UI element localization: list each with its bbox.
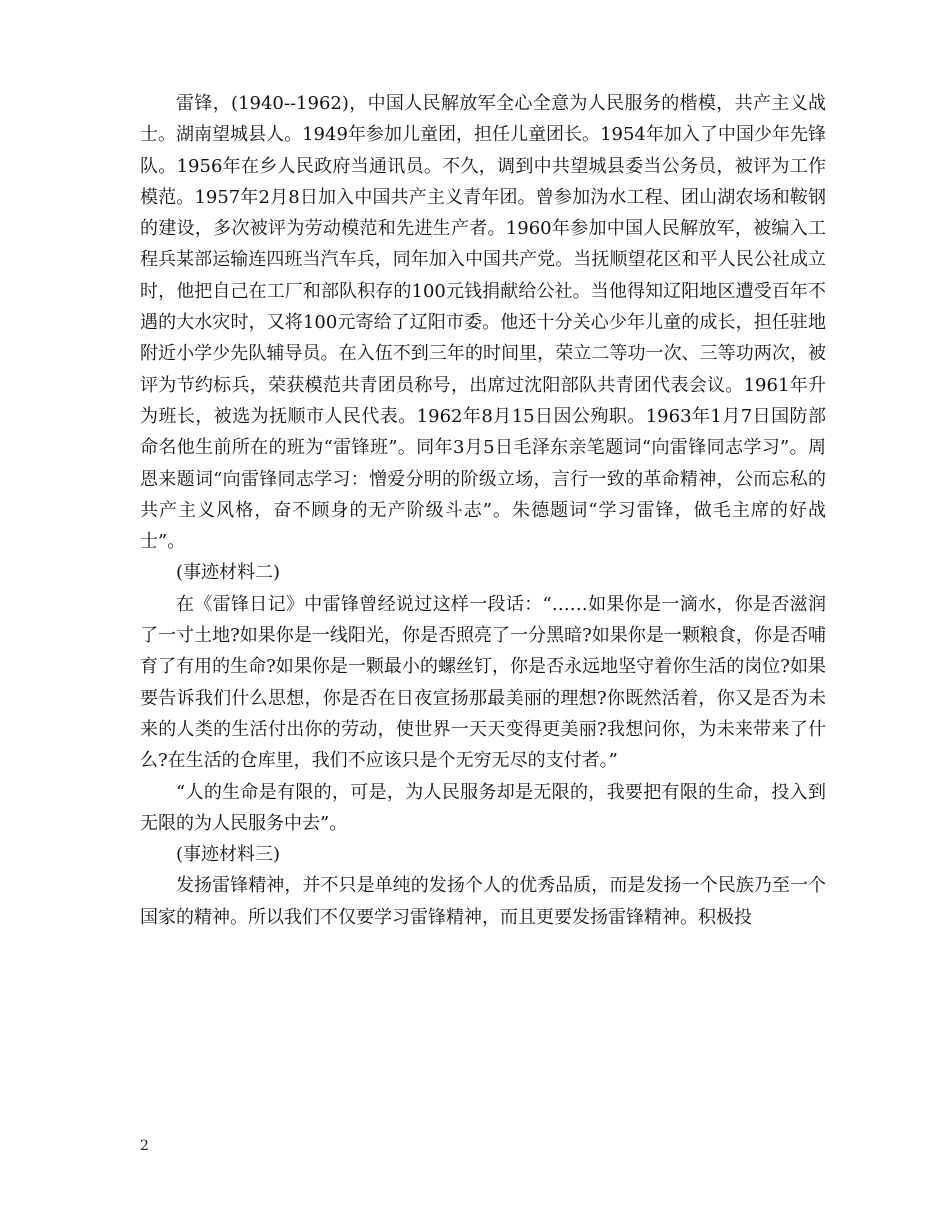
- section-heading-material-three: (事迹材料三): [176, 844, 281, 866]
- paragraph-diary-quote: 在《雷锋日记》中雷锋曾经说过这样一段话：“……如果你是一滴水，你是否滋润了一寸土地?如果你是一线阳光，你是否照亮了一分黑暗?如果你是一颗粮食，你是否哺育了有用的生命?如果你是一颗最小的螺丝钉，你是否永远地坚守着你生活的岗位?如果要告诉我们什么思想，你是否在日夜宣扬那最美丽的理想?你既然活着，你又是否为未来的人类的生活付出你的劳动，使世界一天天变得更美丽?我想问你，为未来带来了什么?在生活的仓库里，我们不应该只是个无穷无尽的支付者。”: [140, 593, 826, 772]
- document-body: [140, 88, 826, 933]
- paragraph-life-quote: “人的生命是有限的，可是，为人民服务却是无限的，我要把有限的生命，投入到无限的为人民服务中去”。: [140, 781, 826, 834]
- section-heading-material-two: (事迹材料二): [176, 562, 281, 584]
- paragraph-spirit: 发扬雷锋精神，并不只是单纯的发扬个人的优秀品质，而是发扬一个民族乃至一个国家的精神。所以我们不仅要学习雷锋精神，而且更要发扬雷锋精神。积极投: [140, 875, 826, 928]
- paragraph-biography: 雷锋，(1940--1962)，中国人民解放军全心全意为人民服务的楷模，共产主义战士。湖南望城县人。1949年参加儿童团，担任儿童团长。1954年加入了中国少年先锋队。1956年在乡人民政府当通讯员。不久，调到中共望城县委当公务员，被评为工作模范。1957年2月8日加入中国共产主义青年团。曾参加沩水工程、团山湖农场和鞍钢的建设，多次被评为劳动模范和先进生产者。1960年参加中国人民解放军，被编入工程兵某部运输连四班当汽车兵，同年加入中国共产党。当抚顺望花区和平人民公社成立时，他把自己在工厂和部队积存的100元钱捐献给公社。当他得知辽阳地区遭受百年不遇的大水灾时，又将100元寄给了辽阳市委。他还十分关心少年儿童的成长，担任驻地附近小学少先队辅导员。在入伍不到三年的时间里，荣立二等功一次、三等功两次，被评为节约标兵，荣获模范共青团员称号，出席过沈阳部队共青团代表会议。1961年升为班长，被选为抚顺市人民代表。1962年8月15日因公殉职。1963年1月7日国防部命名他生前所在的班为“雷锋班”。同年3月5日毛泽东亲笔题词“向雷锋同志学习”。周恩来题词“向雷锋同志学习：憎爱分明的阶级立场，言行一致的革命精神，公而忘私的共产主义风格，奋不顾身的无产阶级斗志”。朱德题词“学习雷锋，做毛主席的好战士”。: [140, 93, 826, 553]
- page-number: 2: [140, 1138, 149, 1154]
